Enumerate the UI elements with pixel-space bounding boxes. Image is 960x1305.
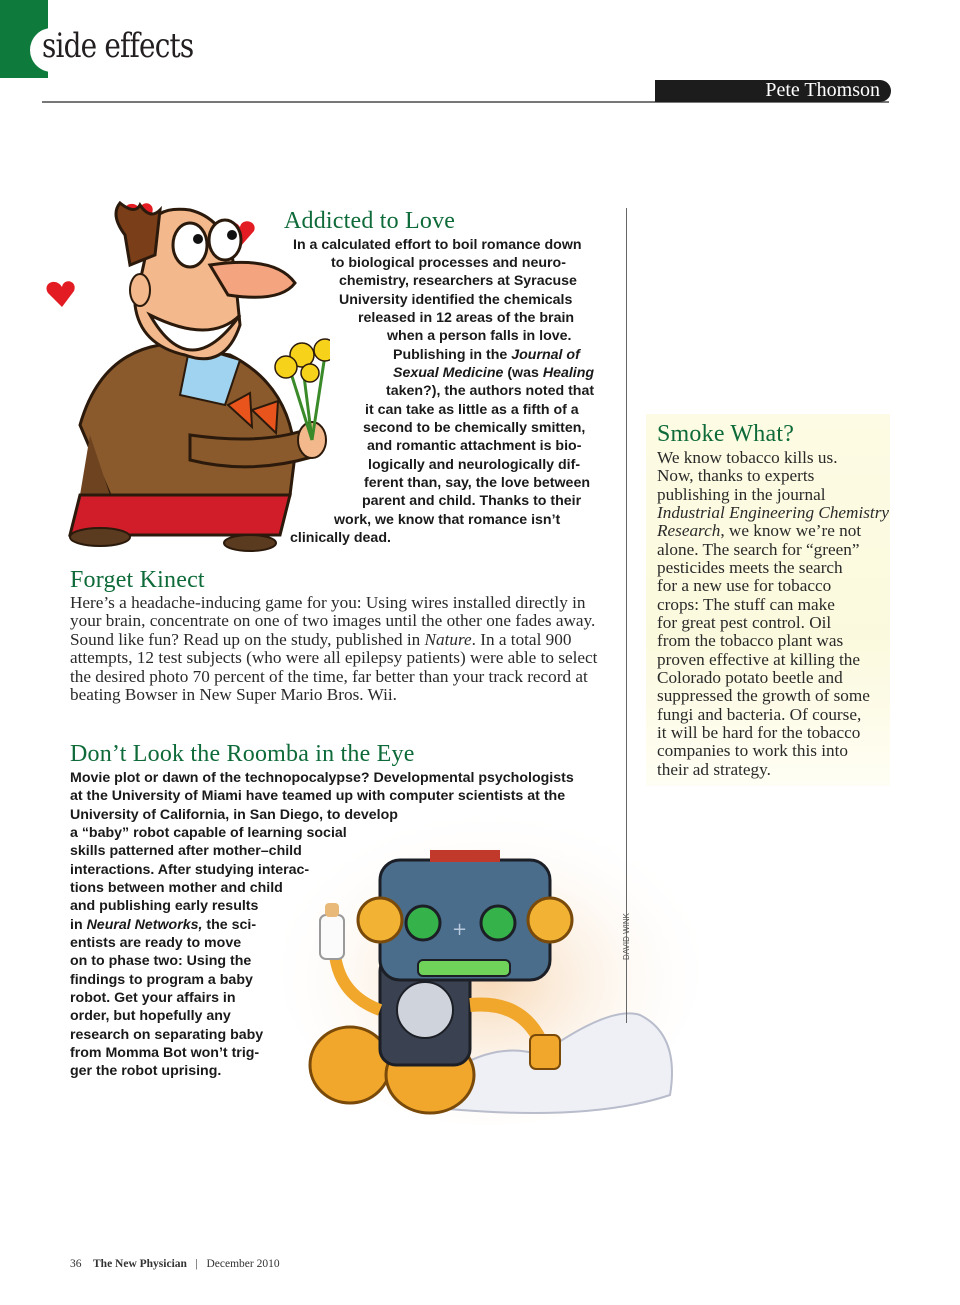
article-title-roomba: Don’t Look the Roomba in the Eye xyxy=(70,741,415,767)
body-line: fungi and bacteria. Of course, xyxy=(657,705,862,724)
body-line: from the tobacco plant was xyxy=(657,631,844,650)
body-line: logically and neurologically dif- xyxy=(368,457,581,473)
body-line: second to be chemically smitten, xyxy=(363,420,586,436)
body-text: . In a total 900 attempts, 12 test subjects (who were all epilepsy patients) were able to select the desired photo 70 percent of the time, far better than your track record at beating Bowser in New Super Mario Bros. Wii. xyxy=(70,629,598,705)
body-line: suppressed the growth of some xyxy=(657,686,870,705)
author-name: Pete Thomson xyxy=(765,79,880,101)
body-line: robot. Get your affairs in xyxy=(70,990,236,1006)
body-line: University identified the chemicals xyxy=(339,292,573,308)
body-line xyxy=(657,504,889,522)
body-line: ferent than, say, the love between xyxy=(364,475,591,491)
body-text: the sci- xyxy=(202,917,257,933)
body-line: on to phase two: Using the xyxy=(70,953,252,969)
body-line: their ad strategy. xyxy=(657,760,771,779)
body-line: skills patterned after mother–child xyxy=(70,843,302,859)
body-line: Movie plot or dawn of the technopocalypse? Developmental psychologists xyxy=(70,770,574,786)
body-line: a “baby” robot capable of learning social xyxy=(70,825,347,841)
journal-title: Industrial Engineering Chemistry xyxy=(657,503,890,522)
body-line: released in 12 areas of the brain xyxy=(358,310,575,326)
body-line: for a new use for tobacco xyxy=(657,576,832,595)
body-line: pesticides meets the search xyxy=(657,558,843,577)
body-line xyxy=(657,522,861,540)
body-line xyxy=(70,916,256,934)
body-text: Publishing in the xyxy=(393,347,512,363)
body-line: proven effective at killing the xyxy=(657,650,860,669)
lovestruck-man-illustration xyxy=(40,195,330,555)
body-line: publishing in the journal xyxy=(657,485,826,504)
magazine-name: The New Physician xyxy=(93,1258,187,1270)
body-text: (was xyxy=(503,365,543,381)
issue-date: December 2010 xyxy=(206,1258,280,1270)
body-line: alone. The search for “green” xyxy=(657,540,860,559)
page-footer xyxy=(70,1258,280,1270)
body-line: In a calculated effort to boil romance down xyxy=(293,237,582,253)
body-line: companies to work this into xyxy=(657,741,848,760)
body-line: for great pest control. Oil xyxy=(657,613,832,632)
baby-robot-illustration xyxy=(280,805,700,1125)
journal-title: Neural Networks, xyxy=(86,917,203,933)
body-line: clinically dead. xyxy=(290,530,391,546)
page-number: 36 xyxy=(70,1258,82,1270)
body-text: in xyxy=(70,917,87,933)
article-title-smoke: Smoke What? xyxy=(657,421,795,447)
body-line: Now, thanks to experts xyxy=(657,466,815,485)
svg-text:+: + xyxy=(452,919,468,940)
body-line: ger the robot uprising. xyxy=(70,1063,222,1079)
body-line: to biological processes and neuro- xyxy=(331,255,566,271)
body-text: Here’s a headache-inducing game for you: Using wires installed directly in your brain, concentrate on one of two images until the other one fades away. Sound like fun? Read up on the study, published in xyxy=(70,593,596,649)
body-line: Colorado potato beetle and xyxy=(657,668,843,687)
body-line xyxy=(393,364,594,382)
body-line: entists are ready to move xyxy=(70,935,242,951)
body-line: order, but hopefully any xyxy=(70,1008,231,1024)
heart-icon xyxy=(47,281,75,307)
journal-title: Sexual Medicine xyxy=(393,365,504,381)
body-line: taken?), the authors noted that xyxy=(386,383,595,399)
body-line: University of California, in San Diego, to develop xyxy=(70,807,398,823)
body-line: at the University of Miami have teamed up with computer scientists at the xyxy=(70,788,566,804)
column-divider xyxy=(626,208,627,1023)
body-line xyxy=(393,346,580,364)
journal-title: Journal of xyxy=(511,347,580,363)
body-line: it will be hard for the tobacco xyxy=(657,723,861,742)
body-line: tions between mother and child xyxy=(70,880,283,896)
emphasis-text: Healing xyxy=(542,365,595,381)
article-body-kinect xyxy=(70,594,610,704)
article-title-addicted: Addicted to Love xyxy=(284,208,456,234)
body-line: chemistry, researchers at Syracuse xyxy=(339,273,577,289)
journal-title: Nature xyxy=(424,629,472,649)
journal-title: Research xyxy=(657,521,721,540)
article-title-kinect: Forget Kinect xyxy=(70,567,205,593)
body-line: work, we know that romance isn’t xyxy=(334,512,561,528)
body-line: and publishing early results xyxy=(70,898,259,914)
body-line: and romantic attachment is bio- xyxy=(367,438,582,454)
footer-separator: | xyxy=(195,1258,198,1270)
body-line: from Momma Bot won’t trig- xyxy=(70,1045,260,1061)
body-line: crops: The stuff can make xyxy=(657,595,835,614)
body-line: it can take as little as a fifth of a xyxy=(365,402,579,418)
illustration-credit: DAVID WINK xyxy=(622,913,631,960)
body-text: , we know we’re not xyxy=(720,521,862,540)
body-line: interactions. After studying interac- xyxy=(70,862,310,878)
body-line: findings to program a baby xyxy=(70,972,253,988)
body-line: We know tobacco kills us. xyxy=(657,448,838,467)
section-title: side effects xyxy=(42,26,194,66)
body-line: research on separating baby xyxy=(70,1027,264,1043)
body-line: parent and child. Thanks to their xyxy=(362,493,582,509)
body-line: when a person falls in love. xyxy=(387,328,572,344)
